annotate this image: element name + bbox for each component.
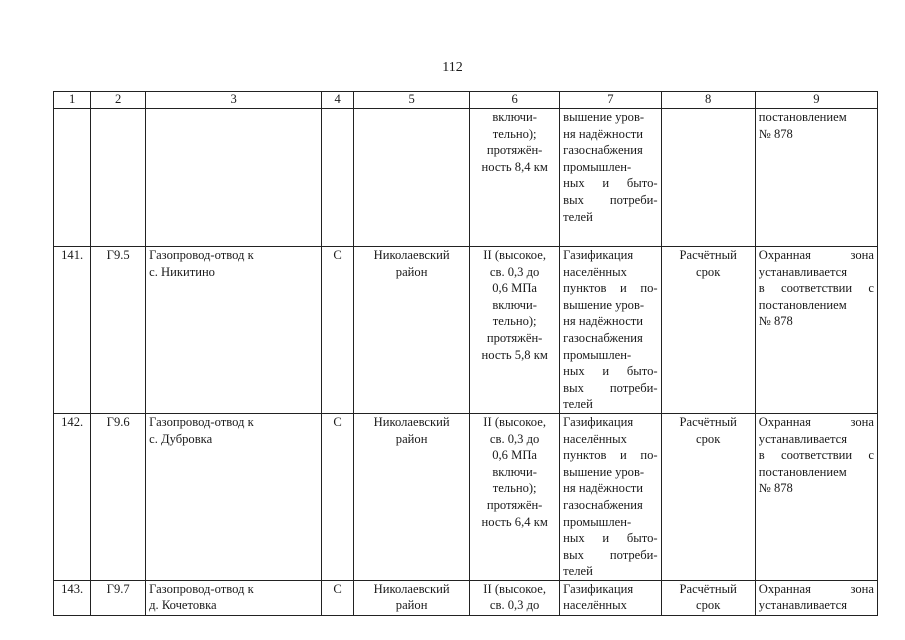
cell-text-line: с. Дубровка <box>149 431 213 446</box>
cell-text-line: ня надёжности <box>563 481 644 496</box>
district-cell <box>354 247 470 414</box>
cell-text-line: промышлен- <box>563 347 632 362</box>
zone-cell <box>755 413 877 580</box>
cell-text-line: постановлением <box>758 110 847 124</box>
object-name-cell <box>146 247 322 414</box>
cell-text-line: вышение уров- <box>563 464 645 479</box>
code-cell: Г9.5 <box>91 247 146 414</box>
cell-text-line: район <box>395 598 428 613</box>
cell-text-line: св. 0,3 до <box>489 598 540 613</box>
cell-text-line: постановлением <box>758 464 847 479</box>
cell-text-line: Охранная зона <box>758 248 874 262</box>
cell-text-line: устанавливается <box>758 431 848 446</box>
cell-text-line: ня надёжности <box>563 314 644 329</box>
cell-text-line: ных и быто- <box>563 531 658 546</box>
cell-text-line: ня надёжности <box>563 126 644 141</box>
purpose-cell <box>560 580 661 615</box>
cell-text-line: тельно); <box>492 481 537 496</box>
cell-text-line: св. 0,3 до <box>489 431 540 446</box>
cell-text-line: вышение уров- <box>563 110 645 124</box>
cell-text-line: Газопровод-отвод к <box>149 414 254 429</box>
category-cell: С <box>322 247 354 414</box>
cell-text-line: № 878 <box>758 126 793 141</box>
cell-text-line: ность 5,8 км <box>481 347 548 362</box>
table-row <box>54 580 878 615</box>
cell-text-line: постановлением <box>758 297 847 312</box>
purpose-cell <box>560 109 661 247</box>
column-header: 1 <box>54 92 91 109</box>
cell-text-line: Газификация <box>563 248 634 262</box>
cell-text-line: телей <box>563 564 593 579</box>
zone-cell <box>755 580 877 615</box>
parameters-cell <box>470 247 560 414</box>
category-cell: С <box>322 413 354 580</box>
cell-text-line: тельно); <box>492 126 537 141</box>
district-cell <box>354 580 470 615</box>
term-cell <box>661 413 755 580</box>
cell-text-line: Охранная зона <box>758 414 874 429</box>
cell-text-line: в соответствии с <box>758 448 874 463</box>
cell-text-line: протяжён- <box>486 497 543 512</box>
column-header: 2 <box>91 92 146 109</box>
row-number-cell <box>54 109 91 247</box>
cell-text-line: протяжён- <box>486 143 543 158</box>
term-cell <box>661 580 755 615</box>
parameters-cell <box>470 580 560 615</box>
category-cell <box>322 109 354 247</box>
cell-text-line: II (высокое, <box>483 248 546 262</box>
cell-text-line: ных и быто- <box>563 364 658 379</box>
cell-text-line: Газопровод-отвод к <box>149 248 254 262</box>
cell-text-line: № 878 <box>758 481 793 496</box>
cell-text-line: устанавливается <box>758 264 848 279</box>
cell-text-line: II (высокое, <box>483 414 546 429</box>
cell-text-line: промышлен- <box>563 514 632 529</box>
district-cell <box>354 413 470 580</box>
cell-text-line: телей <box>563 209 593 224</box>
cell-text-line: д. Кочетовка <box>149 598 217 613</box>
cell-text-line: протяжён- <box>486 330 543 345</box>
cell-text-line: пунктов и по- <box>563 448 658 463</box>
parameters-cell <box>470 413 560 580</box>
cell-text-line: Газопровод-отвод к <box>149 581 254 596</box>
row-number-cell: 143. <box>54 580 91 615</box>
term-cell <box>661 247 755 414</box>
object-name-cell <box>146 109 322 247</box>
cell-text-line: газоснабжения <box>563 330 643 345</box>
column-header: 9 <box>755 92 877 109</box>
cell-text-line: Газификация <box>563 581 634 596</box>
purpose-cell <box>560 247 661 414</box>
cell-text-line: ных и быто- <box>563 176 658 191</box>
table-row <box>54 109 878 247</box>
cell-text-line: ность 8,4 км <box>481 159 548 174</box>
cell-text-line: район <box>395 264 428 279</box>
cell-text-line: № 878 <box>758 314 793 329</box>
column-header: 5 <box>354 92 470 109</box>
row-number-cell: 142. <box>54 413 91 580</box>
cell-text-line: Николаевский <box>373 581 450 596</box>
code-cell: Г9.7 <box>91 580 146 615</box>
cell-text-line: св. 0,3 до <box>489 264 540 279</box>
cell-text-line: Расчётный <box>679 248 737 262</box>
cell-text-line: вышение уров- <box>563 297 645 312</box>
document-table <box>53 91 878 616</box>
cell-text-line: с. Никитино <box>149 264 215 279</box>
cell-text-line: населённых <box>563 264 627 279</box>
cell-text-line: срок <box>696 598 721 613</box>
cell-text-line: Расчётный <box>679 414 737 429</box>
code-cell: Г9.6 <box>91 413 146 580</box>
cell-text-line: 0,6 МПа <box>492 448 538 463</box>
cell-text-line: Николаевский <box>373 248 450 262</box>
cell-text-line: включи- <box>492 464 537 479</box>
cell-text-line: район <box>395 431 428 446</box>
cell-text-line: тельно); <box>492 314 537 329</box>
object-name-cell <box>146 580 322 615</box>
cell-text-line: населённых <box>563 431 627 446</box>
cell-text-line: телей <box>563 397 593 412</box>
cell-text-line: Расчётный <box>679 581 737 596</box>
column-header: 4 <box>322 92 354 109</box>
cell-text-line: вых потреби- <box>563 547 658 562</box>
cell-text-line: срок <box>696 431 721 446</box>
row-number-cell: 141. <box>54 247 91 414</box>
table-header-row <box>54 92 878 109</box>
cell-text-line: включи- <box>492 110 537 124</box>
code-cell <box>91 109 146 247</box>
page-number: 112 <box>442 60 463 75</box>
cell-text-line: II (высокое, <box>483 581 546 596</box>
cell-text-line: газоснабжения <box>563 497 643 512</box>
cell-text-line: включи- <box>492 297 537 312</box>
cell-text-line: срок <box>696 264 721 279</box>
column-header: 8 <box>661 92 755 109</box>
table-row <box>54 247 878 414</box>
cell-text-line: вых потреби- <box>563 192 658 207</box>
term-cell <box>661 109 755 247</box>
cell-text-line: вых потреби- <box>563 380 658 395</box>
object-name-cell <box>146 413 322 580</box>
cell-text-line: Николаевский <box>373 414 450 429</box>
table-row <box>54 413 878 580</box>
cell-text-line: Охранная зона <box>758 581 874 596</box>
cell-text-line: устанавливается <box>758 598 848 613</box>
zone-cell <box>755 247 877 414</box>
column-header: 7 <box>560 92 661 109</box>
purpose-cell <box>560 413 661 580</box>
category-cell: С <box>322 580 354 615</box>
cell-text-line: Газификация <box>563 414 634 429</box>
cell-text-line: промышлен- <box>563 159 632 174</box>
column-header: 3 <box>146 92 322 109</box>
column-header: 6 <box>470 92 560 109</box>
cell-text-line: ность 6,4 км <box>481 514 548 529</box>
cell-text-line: населённых <box>563 598 627 613</box>
cell-text-line: в соответствии с <box>758 281 874 296</box>
district-cell <box>354 109 470 247</box>
zone-cell <box>755 109 877 247</box>
cell-text-line: пунктов и по- <box>563 281 658 296</box>
cell-text-line: газоснабжения <box>563 143 643 158</box>
parameters-cell <box>470 109 560 247</box>
cell-text-line: 0,6 МПа <box>492 281 538 296</box>
